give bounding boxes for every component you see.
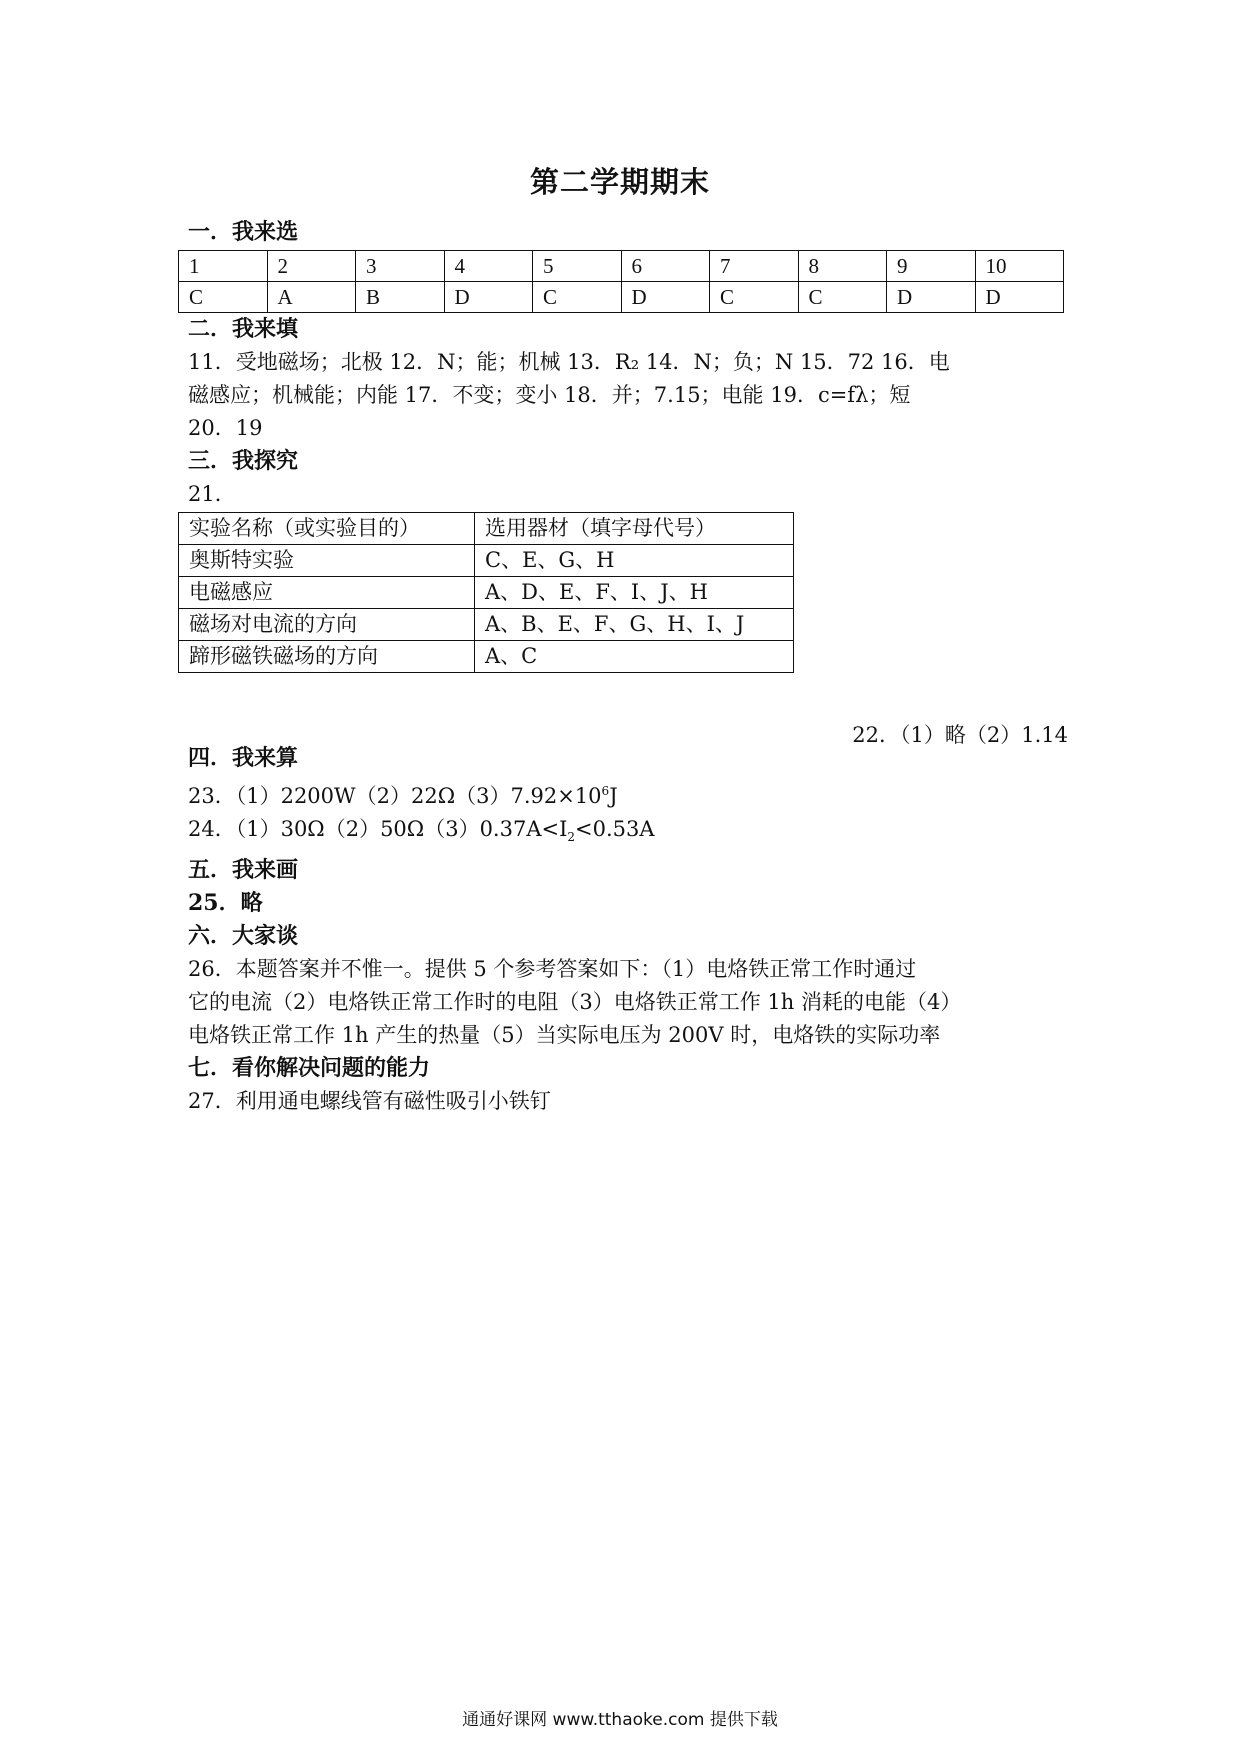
question-21-label: 21． xyxy=(188,482,236,506)
table-cell: 4 xyxy=(444,251,533,282)
answer-content xyxy=(188,216,1068,1118)
question-22-answer: 22．（1）略（2）1.14 xyxy=(852,723,1068,747)
table-cell: 8 xyxy=(798,251,887,282)
table-cell: 蹄形磁铁磁场的方向 xyxy=(179,641,475,673)
question-24-answer xyxy=(188,813,1068,854)
choice-answer-table xyxy=(178,250,1064,313)
table-row xyxy=(179,609,794,641)
question-23-answer xyxy=(188,775,1068,813)
table-cell: C xyxy=(533,282,622,313)
fill-answer-line: 11．受地磁场；北极 12．N；能；机械 13．R₂ 14．N；负；N 15．72 16．电 xyxy=(188,350,950,374)
answer-text: 23．（1）2200W（2）22Ω（3）7.92×10 xyxy=(188,784,602,808)
table-row xyxy=(179,545,794,577)
table-cell: A、B、E、F、G、H、I、J xyxy=(475,609,794,641)
exponent: 6 xyxy=(601,784,610,798)
table-cell: 2 xyxy=(267,251,356,282)
table-cell: 9 xyxy=(887,251,976,282)
table-cell: A、D、E、F、I、J、H xyxy=(475,577,794,609)
table-row xyxy=(179,641,794,673)
question-26-line: 电烙铁正常工作 1h 产生的热量（5）当实际电压为 200V 时，电烙铁的实际功率 xyxy=(188,1023,941,1048)
fill-answer-line: 20．19 xyxy=(188,416,263,440)
answer-text-end: <0.53A xyxy=(575,817,655,841)
table-cell: C xyxy=(798,282,887,313)
table-cell: 10 xyxy=(975,251,1064,282)
unit-text: J xyxy=(609,784,618,808)
table-cell: 7 xyxy=(710,251,799,282)
table-cell: D xyxy=(444,282,533,313)
table-row-answers xyxy=(179,282,1064,313)
table-cell: 电磁感应 xyxy=(179,577,475,609)
question-27-answer: 27．利用通电螺线管有磁性吸引小铁钉 xyxy=(188,1089,551,1114)
table-header-cell: 选用器材（填字母代号） xyxy=(475,513,794,545)
table-cell: C xyxy=(179,282,268,313)
table-cell: 6 xyxy=(621,251,710,282)
table-cell: D xyxy=(975,282,1064,313)
table-cell: D xyxy=(621,282,710,313)
table-cell: 3 xyxy=(356,251,445,282)
table-row xyxy=(179,577,794,609)
footer-credit: 通通好课网 www.tthaoke.com 提供下载 xyxy=(462,1710,778,1730)
table-cell: 1 xyxy=(179,251,268,282)
table-cell: 奥斯特实验 xyxy=(179,545,475,577)
table-cell: D xyxy=(887,282,976,313)
table-cell: C、E、G、H xyxy=(475,545,794,577)
table-cell: B xyxy=(356,282,445,313)
table-row-numbers xyxy=(179,251,1064,282)
page-title: 第二学期期末 xyxy=(529,165,710,199)
section-calc-heading: 四．我来算 xyxy=(188,745,299,771)
section-talk-heading: 六．大家谈 xyxy=(188,923,299,950)
section-solve-heading: 七．看你解决问题的能力 xyxy=(188,1055,431,1082)
table-cell: A xyxy=(267,282,356,313)
table-header-cell: 实验名称（或实验目的） xyxy=(179,513,475,545)
table-header-row xyxy=(179,513,794,545)
question-26-line: 它的电流（2）电烙铁正常工作时的电阻（3）电烙铁正常工作 1h 消耗的电能（4） xyxy=(188,990,962,1015)
subscript: 2 xyxy=(567,830,576,845)
section-explore-heading: 三．我探究 xyxy=(188,448,299,474)
question-21-block xyxy=(188,511,1068,747)
table-cell: 5 xyxy=(533,251,622,282)
question-25-answer: 25．略 xyxy=(188,890,263,917)
question-26-line: 26．本题答案并不惟一。提供 5 个参考答案如下：（1）电烙铁正常工作时通过 xyxy=(188,957,917,982)
table-cell: C xyxy=(710,282,799,313)
table-cell: A、C xyxy=(475,641,794,673)
section-draw-heading: 五．我来画 xyxy=(188,857,299,884)
fill-answer-line: 磁感应；机械能；内能 17．不变；变小 18．并；7.15；电能 19．c=fλ；短 xyxy=(188,383,911,407)
table-cell: 磁场对电流的方向 xyxy=(179,609,475,641)
section-choice-heading: 一．我来选 xyxy=(188,219,299,245)
experiment-table xyxy=(178,512,794,673)
section-fill-heading: 二．我来填 xyxy=(188,316,299,342)
answer-text: 24．（1）30Ω（2）50Ω（3）0.37A<I xyxy=(188,817,568,841)
